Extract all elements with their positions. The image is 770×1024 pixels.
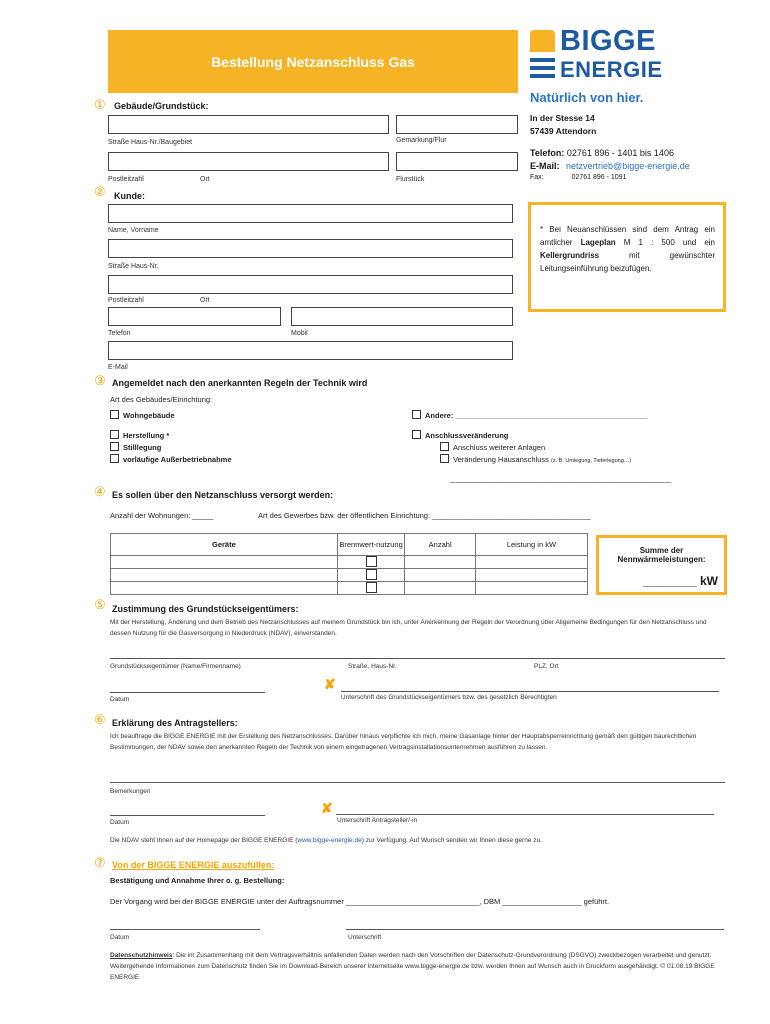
applicant-signature-label: Unterschrift Antragsteller/-in xyxy=(337,817,418,824)
property-street-label: Straße Haus-Nr./Baugebiet xyxy=(108,139,193,146)
address xyxy=(530,112,596,138)
confirm-signature-label: Unterschrift xyxy=(348,934,382,941)
address-city: 57439 Attendorn xyxy=(530,126,597,136)
option-veraenderung-hausanschluss[interactable] xyxy=(440,454,631,467)
appliances-table xyxy=(110,533,588,595)
col-header-anzahl: Anzahl xyxy=(405,534,475,556)
fax-label: Fax: xyxy=(530,174,544,181)
section-4-title: Es sollen über den Netzanschluss versorgt werden: xyxy=(112,490,334,500)
section-6-title: Erklärung des Antragstellers: xyxy=(112,718,238,728)
owner-date-label: Datum xyxy=(110,696,130,703)
order-number-line: Der Vorgang wird bei der BIGGE ENERGIE unter der Auftragsnummer ________________________________, DBM ___________________ geführt. xyxy=(110,897,610,906)
customer-mobile-label: Mobil xyxy=(291,330,308,337)
property-ort-label: Ort xyxy=(200,176,210,183)
tagline: Natürlich von hier. xyxy=(530,90,644,105)
privacy-text: : Die im Zusammenhang mit dem Vertragsverhältnis anfallenden Daten werden nach den Vorschriften der Datenschutz-Grundverordnung (DSGVO) zweckbezogen verarbeitet und genutzt. Weitergehende Informationen zum Datenschutz finden Sie im Download-Bereich unserer Internetseite www.bigge-energie.de bzw. werden Ihnen auf Wunsch auch in Druckform ausgehändigt. © 01.08.19 BIGGE ENERGIE xyxy=(110,952,715,981)
col-header-geraete: Geräte xyxy=(111,534,338,556)
fax-value: 02761 896 - 1091 xyxy=(571,174,627,181)
apartments-count-field[interactable]: Anzahl der Wohnungen: _____ xyxy=(110,511,214,520)
option-label: Veränderung Hausanschluss xyxy=(453,455,549,464)
fax-row xyxy=(530,174,626,181)
section-4-number: ④ xyxy=(94,484,106,499)
attachments-note xyxy=(528,202,726,312)
section-2-number: ② xyxy=(94,184,106,199)
customer-plz-ort-input[interactable] xyxy=(108,275,513,294)
contact-info xyxy=(530,147,690,173)
owner-signature-label: Unterschrift des Grundstückseigentümers bzw. des gesetzlich Berechtigten xyxy=(341,694,557,701)
option-label: Stilllegung xyxy=(123,443,162,452)
brennwert-checkbox[interactable] xyxy=(366,582,377,593)
flurstueck-label: Flurstück xyxy=(396,176,425,183)
owner-line[interactable] xyxy=(110,658,725,659)
brennwert-checkbox[interactable] xyxy=(366,556,377,567)
applicant-date-line[interactable] xyxy=(110,815,265,816)
checkbox[interactable] xyxy=(110,410,119,419)
checkbox[interactable] xyxy=(110,442,119,451)
privacy-notice xyxy=(110,950,728,983)
note-text-3: mit gewünschter Leitungseinführung beizufügen. xyxy=(540,251,715,273)
table-row xyxy=(111,556,588,569)
total-output-box xyxy=(596,535,727,595)
email-label: E-Mail: xyxy=(530,161,560,171)
table-row xyxy=(111,569,588,582)
sign-here-x-icon: ✘ xyxy=(324,676,336,692)
option-anschlussveraenderung[interactable] xyxy=(412,430,631,442)
address-street: In der Stesse 14 xyxy=(530,113,595,123)
customer-street-input[interactable] xyxy=(108,239,513,258)
privacy-heading: Datenschutzhinweis xyxy=(110,952,173,959)
customer-name-label: Name, Vorname xyxy=(108,227,159,234)
option-label: Wohngebäude xyxy=(123,411,175,420)
section-6-number: ⑥ xyxy=(94,712,106,727)
option-label: Anschluss weiterer Anlagen xyxy=(453,443,546,452)
confirmation-subtitle: Bestätigung und Annahme Ihrer o. g. Bestellung: xyxy=(110,876,285,885)
sign-here-x-icon: ✘ xyxy=(321,800,333,816)
note-text-1: * Bei Neuanschlüssen sind dem Antrag ein amtlicher xyxy=(540,225,715,247)
gemarkung-flur-label: Gemarkung/Flur xyxy=(396,137,447,144)
checkbox[interactable] xyxy=(412,430,421,439)
section-1-title: Gebäude/Grundstück: xyxy=(114,101,209,111)
section-1-number: ① xyxy=(94,97,106,112)
note-text-2: M 1 : 500 und ein xyxy=(615,238,715,247)
building-type-label: Art des Gebäudes/Einrichtung: xyxy=(110,395,213,404)
col-header-brennwert: Brennwert-nutzung xyxy=(337,534,405,556)
option-label: Anschlussveränderung xyxy=(425,431,509,440)
flurstueck-input[interactable] xyxy=(396,152,518,171)
customer-phone-label: Telefon xyxy=(108,330,131,337)
section-5-title: Zustimmung des Grundstückseigentümers: xyxy=(112,604,299,614)
ndav-info xyxy=(110,837,542,844)
form-title: Bestellung Netzanschluss Gas xyxy=(211,53,415,70)
option-vorlaeufige-ausserbetriebnahme[interactable] xyxy=(110,454,232,466)
bigge-logo-icon xyxy=(530,30,555,80)
col-header-leistung: Leistung in kW xyxy=(475,534,587,556)
property-plz-label: Postleitzahl xyxy=(108,176,144,183)
section-5-number: ⑤ xyxy=(94,597,106,612)
ndav-text-post: ) zur Verfügung. Auf Wunsch senden wir Ihnen diese gerne zu. xyxy=(361,837,542,844)
owner-date-line[interactable] xyxy=(110,692,265,693)
option-label: Andere: ______________________________________________ xyxy=(425,411,648,420)
phone-value: 02761 896 - 1401 bis 1406 xyxy=(566,148,674,158)
section-3-number: ③ xyxy=(94,373,106,388)
gemarkung-flur-input[interactable] xyxy=(396,115,518,134)
owner-name-label: Grundstückseigentümer (Name/Firmenname) xyxy=(110,663,241,670)
customer-email-label: E-Mail xyxy=(108,364,128,371)
total-output-field[interactable]: ________ kW xyxy=(643,574,718,588)
email-link[interactable]: netzvertrieb@bigge-energie.de xyxy=(566,161,690,171)
customer-street-label: Straße Haus-Nr. xyxy=(108,263,159,270)
customer-phone-input[interactable] xyxy=(108,307,281,326)
checkbox[interactable] xyxy=(440,454,449,463)
change-options xyxy=(412,430,631,467)
applicant-signature-line[interactable] xyxy=(336,814,714,815)
option-wohngebaeude[interactable] xyxy=(110,410,175,420)
total-output-label: Summe der Nennwärmeleistungen: xyxy=(617,546,706,564)
customer-mobile-input[interactable] xyxy=(291,307,513,326)
checkbox[interactable] xyxy=(110,454,119,463)
website-link[interactable]: www.bigge-energie.de xyxy=(297,837,362,844)
logo-text-energie: ENERGIE xyxy=(560,57,663,82)
option-weitere-anlagen[interactable] xyxy=(440,442,631,454)
option-label: Herstellung * xyxy=(123,431,170,440)
owner-signature-line[interactable] xyxy=(341,691,719,692)
remarks-label: Bemerkungen xyxy=(110,788,151,795)
note-bold-lageplan: Lageplan xyxy=(580,238,616,247)
owner-plz-label: PLZ, Ort xyxy=(534,663,559,670)
confirm-date-line[interactable] xyxy=(110,929,260,930)
customer-plz-label: Postleitzahl xyxy=(108,297,144,304)
customer-name-input[interactable] xyxy=(108,204,513,223)
ndav-text-pre: Die NDAV steht Ihnen auf der Homepage der BIGGE ENERGIE ( xyxy=(110,837,298,844)
note-bold-kellergrundriss: Kellergrundriss xyxy=(540,251,600,260)
option-hint: (z. B. Umlegung, Tieferlegung…) xyxy=(551,458,632,464)
logo-text-bigge: BIGGE xyxy=(560,25,656,57)
property-street-input[interactable] xyxy=(108,115,389,134)
option-stilllegung[interactable] xyxy=(110,442,232,454)
table-row xyxy=(111,582,588,595)
applicant-date-label: Datum xyxy=(110,819,130,826)
remarks-line[interactable] xyxy=(110,782,725,783)
option-herstellung[interactable] xyxy=(110,430,232,442)
section-7-number: ⑦ xyxy=(94,855,106,870)
checkbox[interactable] xyxy=(110,430,119,439)
action-options xyxy=(110,430,232,466)
option-label: vorläufige Außerbetriebnahme xyxy=(123,455,232,464)
section-3-title: Angemeldet nach den anerkannten Regeln der Technik wird xyxy=(112,378,368,388)
business-type-field[interactable]: Art des Gewerbes bzw. der öffentlichen Einrichtung: ______________________________________ xyxy=(258,511,591,520)
customer-email-input[interactable] xyxy=(108,341,513,360)
phone-label: Telefon: xyxy=(530,148,565,158)
form-title-banner xyxy=(108,30,518,93)
customer-ort-label: Ort xyxy=(200,297,210,304)
brennwert-checkbox[interactable] xyxy=(366,569,377,580)
checkbox[interactable] xyxy=(440,442,449,451)
change-details-line[interactable]: _____________________________________________________ xyxy=(450,474,672,483)
owner-street-label: Straße, Haus-Nr. xyxy=(348,663,397,670)
section-7-title: Von der BIGGE ENERGIE auszufüllen: xyxy=(112,860,275,870)
confirm-signature-line[interactable] xyxy=(346,929,724,930)
checkbox[interactable] xyxy=(412,410,421,419)
consent-text: Mit der Herstellung, Änderung und dem Betrieb des Netzanschlusses auf meinem Grundstück bin ich, unter Anerkennung der Regeln der Verordnung über Allgemeine Bedingungen für den Netzanschluss und dessen Nutzung für die Gasversorgung in Niederdruck (NDAV), einverstanden. xyxy=(110,619,707,637)
confirm-date-label: Datum xyxy=(110,934,130,941)
declaration-text: Ich beauftrage die BIGGE ENERGIE mit der Erstellung des Netzanschlusses. Darüber hinaus verpflichte ich mich, meine Gasanlage hinter der Hauptabsperreinrichtung gemäß den gültigen baurechtlichen Bestimmungen, der NDAV sowie den anerkannten Regeln der Technik von einem eingetragenen Vertragsinstallationsunternehmen ausführen zu lassen. xyxy=(110,733,697,751)
property-plz-ort-input[interactable] xyxy=(108,152,389,171)
section-2-title: Kunde: xyxy=(114,191,145,201)
option-andere[interactable] xyxy=(412,410,647,420)
